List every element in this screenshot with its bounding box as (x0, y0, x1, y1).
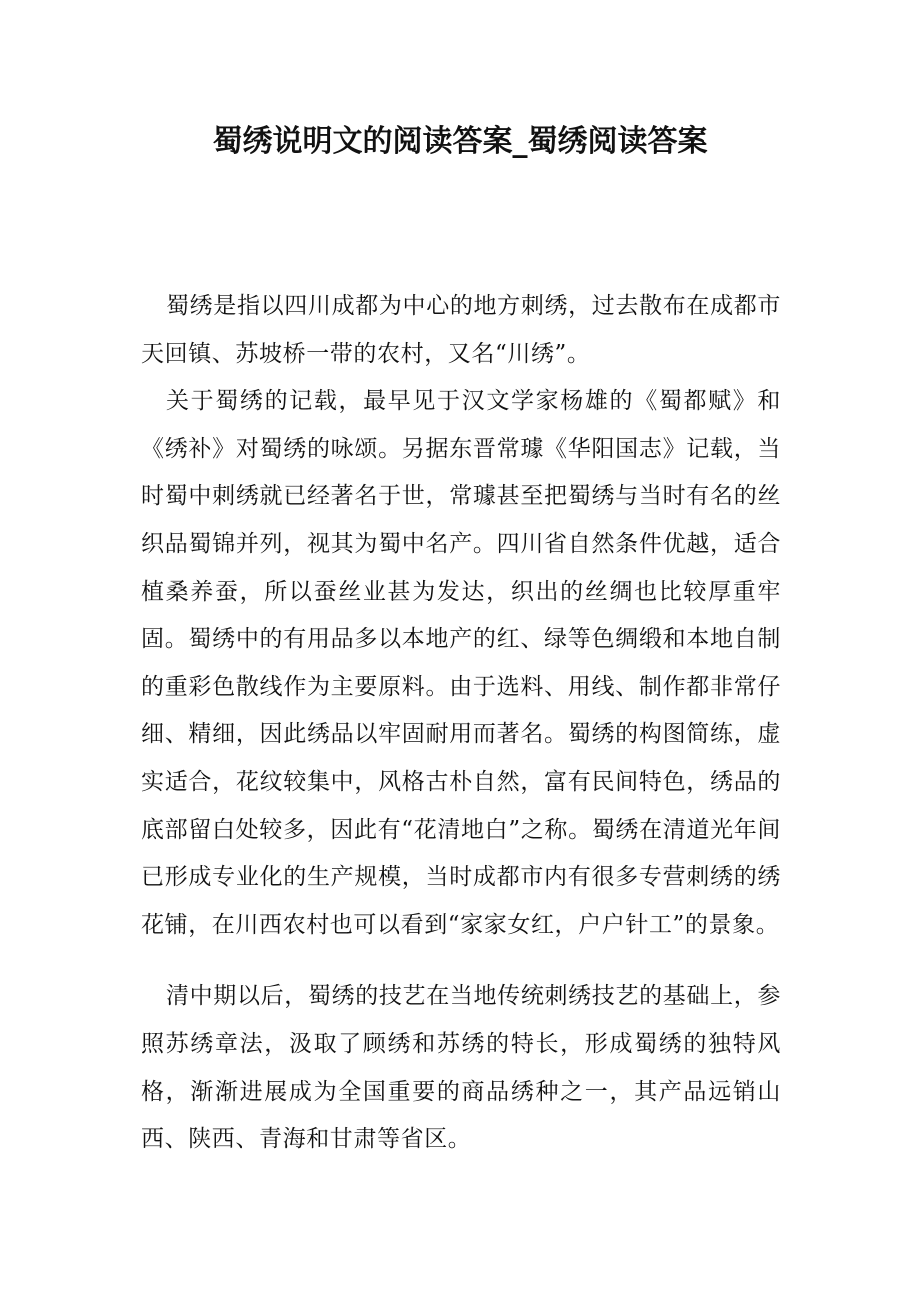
document-body (141, 283, 781, 1164)
paragraph-3: 清中期以后，蜀绣的技艺在当地传统刺绣技艺的基础上，参照苏绣章法，汲取了顾绣和苏绣的特长，形成蜀绣的独特风格，渐渐进展成为全国重要的商品绣种之一，其产品远销山西、陕西、青海和甘肃等省区。 (141, 983, 781, 1153)
document-title: 蜀绣说明文的阅读答案_蜀绣阅读答案 (212, 124, 708, 159)
paragraph-2: 关于蜀绣的记载，最早见于汉文学家杨雄的《蜀都赋》和《绣补》对蜀绣的咏颂。另据东晋常璩《华阳国志》记载，当时蜀中刺绣就已经著名于世，常璩甚至把蜀绣与当时有名的丝织品蜀锦并列，视其为蜀中名产。四川省自然条件优越，适合植桑养蚕，所以蚕丝业甚为发达，织出的丝绸也比较厚重牢固。蜀绣中的有用品多以本地产的红、绿等色绸缎和本地自制的重彩色散线作为主要原料。由于选料、用线、制作都非常仔细、精细，因此绣品以牢固耐用而著名。蜀绣的构图简练，虚实适合，花纹较集中，风格古朴自然，富有民间特色，绣品的底部留白处较多，因此有“花清地白”之称。蜀绣在清道光年间已形成专业化的生产规模，当时成都市内有很多专营刺绣的绣花铺，在川西农村也可以看到“家家女红，户户针工”的景象。 (141, 388, 781, 938)
paragraph-1: 蜀绣是指以四川成都为中心的地方刺绣，过去散布在成都市天回镇、苏坡桥一带的农村，又名“川绣”。 (141, 293, 781, 367)
